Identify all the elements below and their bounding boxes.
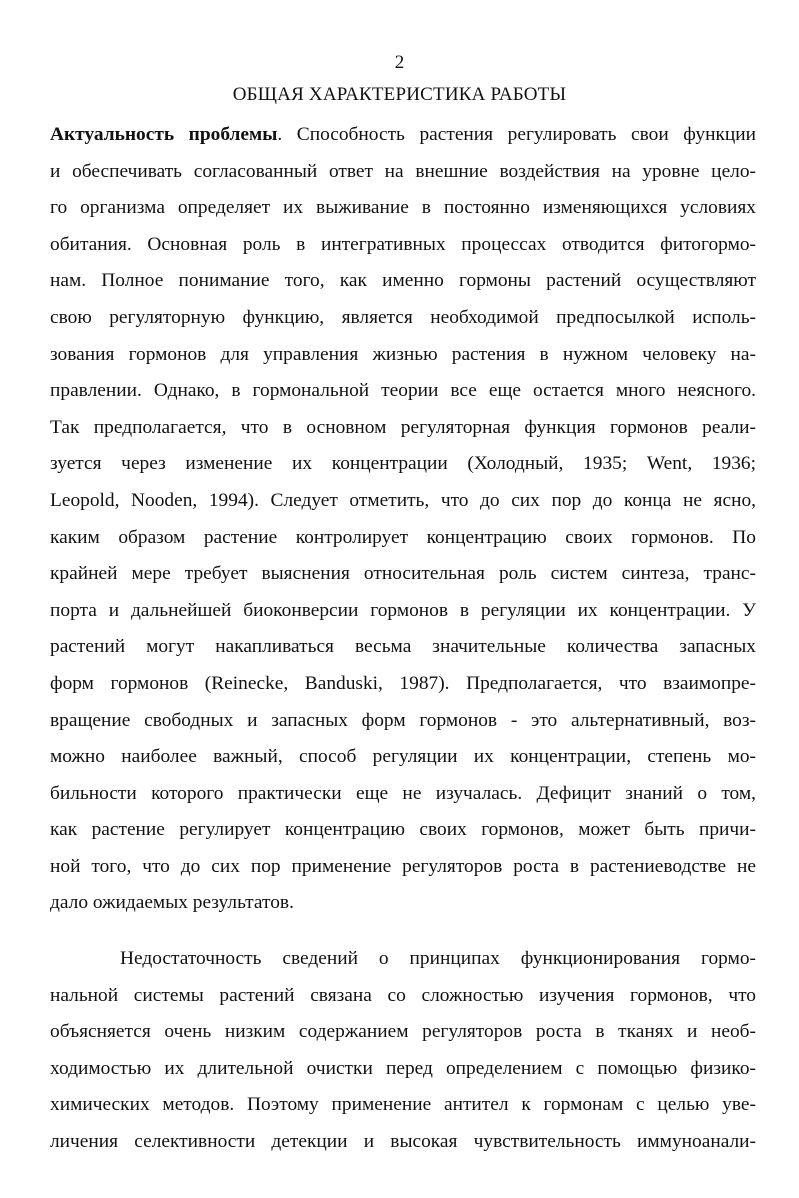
- paragraph-line: обитания. Основная роль в интегративных процессах отводится фитогормо-: [50, 233, 756, 255]
- paragraph-2: [50, 941, 756, 1161]
- paragraph-1: [50, 117, 756, 922]
- paragraph-line: и обеспечивать согласованный ответ на внешние воздействия на уровне цело-: [50, 160, 756, 182]
- section-title: ОБЩАЯ ХАРАКТЕРИСТИКА РАБОТЫ: [232, 84, 567, 105]
- paragraph-line: химических методов. Поэтому применение антител к гормонам с целью уве-: [50, 1094, 756, 1116]
- paragraph-gap: [50, 922, 756, 941]
- paragraph-line: бильности которого практически еще не изучалась. Дефицит знаний о том,: [50, 782, 756, 804]
- lead-term: Актуальность проблемы: [50, 124, 278, 145]
- paragraph-line: ной того, что до сих пор применение регуляторов роста в растениеводстве не: [50, 855, 756, 877]
- paragraph-line: объясняется очень низким содержанием регуляторов роста в тканях и необ-: [50, 1021, 756, 1043]
- paragraph-line: вращение свободных и запасных форм гормонов - это альтернативный, воз-: [50, 709, 756, 731]
- paragraph-line: правлении. Однако, в гормональной теории все еще остается много неясного.: [50, 380, 756, 402]
- paragraph-line: Так предполагается, что в основном регуляторная функция гормонов реали-: [50, 416, 756, 438]
- paragraph-line: как растение регулирует концентрацию своих гормонов, может быть причи-: [50, 819, 756, 841]
- paragraph-line: го организма определяет их выживание в постоянно изменяющихся условиях: [50, 197, 756, 219]
- paragraph-line: можно наиболее важный, способ регуляции их концентрации, степень мо-: [50, 746, 756, 768]
- paragraph-line: Недостаточность сведений о принципах функционирования гормо-: [120, 948, 756, 970]
- paragraph-line: порта и дальнейшей биоконверсии гормонов в регуляции их концентрации. У: [50, 599, 756, 621]
- paragraph-line: растений могут накапливаться весьма значительные количества запасных: [50, 636, 756, 658]
- page-number: 2: [394, 52, 405, 73]
- paragraph-line: зуется через изменение их концентрации (Холодный, 1935; Went, 1936;: [50, 453, 756, 475]
- paragraph-line: зования гормонов для управления жизнью растения в нужном человеку на-: [50, 343, 756, 365]
- paragraph-line: форм гормонов (Reinecke, Banduski, 1987). Предполагается, что взаимопре-: [50, 672, 756, 694]
- paragraph-line: свою регуляторную функцию, является необходимой предпосылкой исполь-: [50, 306, 756, 328]
- paragraph-line: каким образом растение контролирует концентрацию своих гормонов. По: [50, 526, 756, 548]
- body-text: [50, 117, 756, 1161]
- paragraph-line: ходимостью их длительной очистки перед определением с помощью физико-: [50, 1057, 756, 1079]
- paragraph-line: нальной системы растений связана со сложностью изучения гормонов, что: [50, 984, 756, 1006]
- paragraph-line: Leopold, Nooden, 1994). Следует отметить, что до сих пор до конца не ясно,: [50, 489, 756, 511]
- paragraph-line: нам. Полное понимание того, как именно гормоны растений осуществляют: [50, 270, 756, 292]
- paragraph-line: личения селективности детекции и высокая чувствительность иммуноанали-: [50, 1131, 756, 1153]
- paragraph-line: дало ожидаемых результатов.: [50, 892, 294, 914]
- paragraph-line: крайней мере требует выяснения относительная роль систем синтеза, транс-: [50, 563, 756, 585]
- lead-rest: . Способность растения регулировать свои функции: [277, 124, 756, 145]
- paragraph-line: [50, 117, 756, 154]
